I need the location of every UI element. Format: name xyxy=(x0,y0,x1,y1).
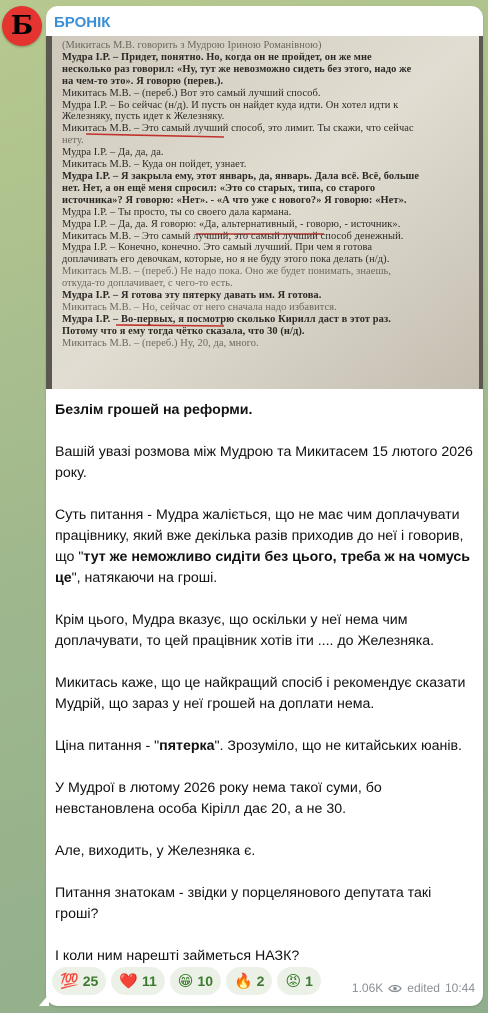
post-paragraph: Питання знатокам - звідки у порцелянового депутата такі гроші? xyxy=(55,885,432,922)
document-line: Микитась М.В. – Это самый лучший способ, это лимит. Ты скажи, что сейчас xyxy=(62,123,414,135)
document-line: Мудра І.Р. – Да, да. Я говорю: «Да, альтернативный, - говорю, - источник». xyxy=(62,218,401,230)
post-title: Безлім грошей на реформи. xyxy=(55,402,253,418)
fire-icon: 🔥 xyxy=(233,972,253,990)
document-line: доплачивать его девочкам, которые, но я не буду этого пока делать (н/д). xyxy=(62,254,390,266)
angry-face-icon: 😡 xyxy=(285,972,302,990)
post-paragraph: Ціна питання - "пятерка". Зрозуміло, що не китайських юанів. xyxy=(55,738,462,754)
heart-icon: ❤️ xyxy=(119,972,138,990)
post-paragraph: Крім цього, Мудра вказує, що оскільки у неї нема чим доплачувати, то цей працівник хотів іти .... до Железняка. xyxy=(55,612,435,649)
edited-label: edited xyxy=(407,981,440,995)
message-text xyxy=(55,400,475,988)
document-line: Микитась М.В. – Это самый лучший, это самый лучший способ денежный. xyxy=(62,230,404,242)
document-line: несколько раз говорил: «Ну, тут же невозможно сидеть без этого, надо же xyxy=(62,63,412,75)
grinning-face-icon: 😁 xyxy=(177,972,194,990)
document-line: Мудра І.Р. – Конечно, конечно. Это самый лучший. При чем я готова xyxy=(62,242,373,254)
post-paragraph: Микитась каже, що це найкращий спосіб і рекомендує сказати Мудрій, що зараз у неї грошей на доплати нема. xyxy=(55,675,466,712)
post-paragraph: Вашій увазі розмова між Мудрою та Микитасем 15 лютого 2026 року. xyxy=(55,444,473,481)
channel-avatar[interactable]: Б xyxy=(2,6,42,46)
document-line: Мудра І.Р. – Я закрыла ему, этот январь, да, январь. Дала всё. Всё, больше xyxy=(62,170,420,182)
document-line: Микитась М.В. – (переб.) Не надо пока. Оно же будет понимать, знаешь, xyxy=(62,266,392,278)
hundred-points-icon: 💯 xyxy=(60,972,79,990)
document-line: нет. Нет, а он ещё меня спросил: «Это со старых, типа, со старого xyxy=(62,182,376,194)
reaction-hundred[interactable]: 💯 25 xyxy=(52,967,106,995)
reaction-grin[interactable]: 😁 10 xyxy=(170,967,221,995)
document-line: (Микитась М.В. говорить з Мудрою Іриною Романівною) xyxy=(62,40,322,51)
view-count: 1.06K xyxy=(351,981,384,995)
document-line: Мудра І.Р. – Да, да, да. xyxy=(62,147,164,159)
document-line: Микитась М.В. – Но, сейчас от него сначала надо избавится. xyxy=(62,301,337,313)
message-meta xyxy=(352,981,475,995)
eye-icon xyxy=(388,984,402,993)
document-line: откуда-то доплачивает, с чего-то есть. xyxy=(62,278,233,290)
post-paragraph: І коли ним нарешті займеться НАЗК? xyxy=(55,948,300,964)
reaction-heart[interactable]: ❤️ 11 xyxy=(111,967,165,995)
reaction-angry[interactable]: 😡 1 xyxy=(277,967,320,995)
document-line: Мудра І.Р. – Я готова эту пятерку давать им. Я готова. xyxy=(62,290,322,302)
document-line: Мудра І.Р. – Ты просто, ты со своего дала кармана. xyxy=(62,206,292,218)
reaction-fire[interactable]: 🔥 2 xyxy=(226,967,272,995)
message-bubble xyxy=(46,6,483,1006)
document-line: источника»? Я говорю: «Нет». - «А что уже с нового?» Я говорю: «Нет». xyxy=(62,194,407,206)
post-paragraph: Суть питання - Мудра жаліється, що не має чим доплачувати працівнику, який вже декілька разів приходив до неї і говорив, що "тут же неможливо сидіти без цього, треба ж на чомусь це", натякаючи на гроші. xyxy=(55,507,471,586)
document-line: Мудра І.Р. – Придет, понятно. Но, когда он не пройдет, он же мне xyxy=(62,51,372,63)
document-line: Микитась М.В. – (переб.) Вот это самый лучший способ. xyxy=(62,87,321,99)
document-line: Мудра І.Р. – Бо сейчас (н/д). И пусть он найдет куда идти. Он хотел идти к xyxy=(62,99,399,111)
post-paragraph: У Мудрої в лютому 2026 року нема такої суми, бо невстановлена особа Кірілл дає 20, а не 30. xyxy=(55,780,382,817)
document-line: Потому что я ему тогда чётко сказала, что 30 (н/д). xyxy=(62,325,305,337)
document-line: нету. xyxy=(62,135,84,147)
document-line: Мудра І.Р. – Во-первых, я посмотрю сколько Кирилл даст в этот раз. xyxy=(62,313,391,325)
document-line: Микитась М.В. – Куда он пойдет, узнает. xyxy=(62,159,247,171)
message-photo[interactable] xyxy=(46,36,483,389)
document-text xyxy=(62,40,472,350)
message-time: 10:44 xyxy=(444,981,475,995)
document-line: Железняку, пусть идет к Железняку. xyxy=(62,111,225,123)
document-line: Микитась М.В. – (переб.) Ну, 20, да, много. xyxy=(62,337,259,349)
reactions-bar xyxy=(52,967,321,995)
post-paragraph: Але, виходить, у Железняка є. xyxy=(55,843,256,859)
document-line: на чем-то это». Я говорю (перев.). xyxy=(62,75,224,87)
channel-name[interactable]: БРОНІК xyxy=(54,14,111,31)
